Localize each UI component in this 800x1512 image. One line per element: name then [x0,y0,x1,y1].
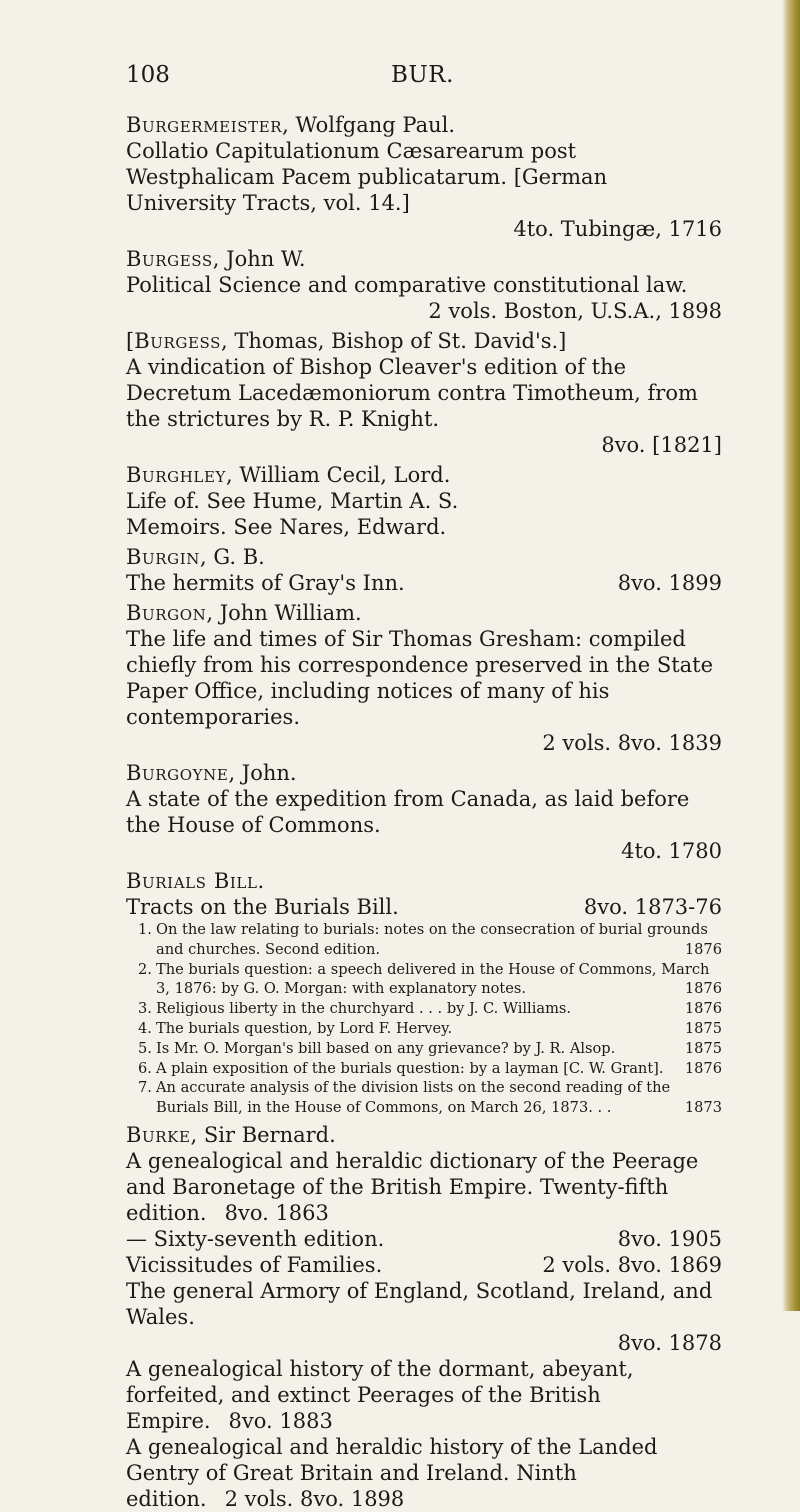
work-imprint: 8vo. 1863 [224,1200,329,1225]
tract-year: 1875 [684,1019,722,1037]
work-entry [126,626,722,756]
tract-item [138,1059,722,1079]
tract-item [138,1078,722,1118]
author-forenames: , William Cecil, Lord. [226,463,451,487]
work-title: Tracts on the Burials Bill. [126,895,399,919]
cross-reference: Life of. See Hume, Martin A. S. [126,489,459,513]
work-entry [126,1356,722,1434]
author-surname: Burgon [126,601,207,625]
tract-number: 7. [138,1079,152,1097]
tract-number: 5. [138,1039,152,1057]
work-title: The hermits of Gray's Inn. [126,571,405,595]
author-heading [126,246,722,272]
work-imprint: 8vo. 1878 [617,1330,722,1355]
work-entry [126,894,722,920]
author-surname: Burgoyne [126,761,229,785]
tract-title: On the law relating to burials: notes on the consecration of burial grounds and churches. Second edition. [156,921,708,958]
author-forenames: , John W. [212,247,306,271]
work-title: A genealogical and heraldic dictionary of the Peerage and Baronetage of the British Empire. Twenty-fifth edition. [126,1148,699,1225]
running-title: BUR. [391,62,454,88]
tract-title: The burials question: a speech delivered in the House of Commons, March 3, 1876: by G. O. Morgan: with explanatory notes. [156,960,710,998]
book-spine-edge [782,0,800,1311]
tract-number: 2. [138,960,152,978]
author-heading [126,760,722,786]
author-forenames: , John William. [206,601,362,625]
work-entry [126,1148,722,1226]
author-surname: Burgin [126,545,201,569]
tract-year: 1876 [684,980,722,998]
tract-year: 1875 [684,1039,722,1057]
author-surname: Burgess [126,247,213,271]
author-heading [126,112,722,138]
author-heading [126,1122,722,1148]
author-heading [126,328,722,354]
tract-number: 4. [138,1019,152,1037]
work-imprint: 2 vols. 8vo. 1839 [542,731,722,755]
tract-title: Religious liberty in the churchyard . . . by J. C. Williams. [156,1000,572,1018]
author-forenames: , Wolfgang Paul. [282,113,456,137]
work-title: The life and times of Sir Thomas Gresham: compiled chiefly from his correspondence preserved in the State Paper Office, including notices of many of his contemporaries. [126,627,714,729]
author-forenames: , John. [228,761,297,785]
work-imprint: 8vo. 1899 [617,571,722,595]
work-imprint: 8vo. 1883 [228,1408,333,1433]
work-entry [126,272,722,324]
author-forenames: , Sir Bernard. [190,1122,336,1147]
tract-year: 1876 [684,1000,722,1018]
tract-title: The burials question, by Lord F. Hervey. [156,1019,453,1037]
tract-item [138,1019,722,1039]
author-heading [126,462,722,488]
cross-reference: Memoirs. See Nares, Edward. [126,515,447,539]
tract-item [138,1039,722,1059]
work-title: Collatio Capitulationum Cæsarearum post Westphalicam Pacem publicatarum. [German University Tracts, vol. 14.] [126,139,608,215]
work-title: A genealogical and heraldic history of the Landed Gentry of Great Britain and Ireland. Ninth edition. [126,1434,658,1511]
work-imprint: 4to. Tubingæ, 1716 [513,217,722,241]
catalogue-entries [126,108,722,1512]
work-entry [126,1252,722,1278]
author-surname: Burgermeister [126,113,283,137]
tract-number: 3. [138,1000,152,1018]
work-entry [126,1226,722,1252]
work-title: — Sixty-seventh edition. [126,1226,385,1251]
work-imprint: 8vo. 1905 [617,1226,722,1251]
tract-item [138,960,722,1000]
work-entry [126,1278,722,1356]
page-number: 108 [126,62,170,88]
work-entry [126,354,722,458]
author-forenames: . [257,869,265,893]
author-surname: Burghley [126,463,227,487]
tract-contents-list [138,920,722,1118]
author-heading [126,544,722,570]
author-surname: Burke [126,1122,191,1147]
work-imprint: 2 vols. 8vo. 1898 [224,1486,405,1511]
work-title: Political Science and comparative constitutional law. [126,273,688,297]
work-title: A vindication of Bishop Cleaver's edition of the Decretum Lacedæmoniorum contra Timotheum, from the strictures by R. P. Knight. [126,355,698,431]
work-imprint: 2 vols. Boston, U.S.A., 1898 [428,299,722,323]
bracket-open: [ [126,329,135,353]
author-heading [126,868,722,894]
tract-year: 1876 [684,940,722,958]
author-heading [126,600,722,626]
tract-title: An accurate analysis of the division lists on the second reading of the Burials Bill, in the House of Commons, on March 26, 1873. . . [156,1079,671,1117]
tract-title: Is Mr. O. Morgan's bill based on any grievance? by J. R. Alsop. [156,1039,616,1057]
tract-title: A plain exposition of the burials question: by a layman [C. W. Grant]. [156,1059,664,1077]
author-surname: Burials Bill [126,869,258,893]
work-title: A state of the expedition from Canada, as laid before the House of Commons. [126,787,690,837]
work-imprint: 4to. 1780 [621,839,722,863]
work-entry [126,1434,722,1512]
work-imprint: 8vo. [1821] [601,433,722,457]
work-entry [126,570,722,596]
work-entry [126,138,722,242]
author-forenames: , Thomas, Bishop of St. David's.] [221,329,567,353]
tract-item [138,920,722,960]
work-title: Vicissitudes of Families. [126,1252,383,1277]
author-surname: Burgess [134,329,221,353]
work-imprint: 2 vols. 8vo. 1869 [542,1252,722,1277]
work-entry [126,786,722,864]
tract-item [138,999,722,1019]
author-forenames: , G. B. [200,545,265,569]
tract-year: 1873 [684,1099,722,1117]
tract-year: 1876 [684,1059,722,1077]
tract-number: 1. [138,921,152,938]
running-head [126,62,726,92]
work-title: A genealogical history of the dormant, abeyant, forfeited, and extinct Peerages of the British Empire. [126,1356,634,1433]
tract-number: 6. [138,1059,152,1077]
work-title: The general Armory of England, Scotland, Ireland, and Wales. [126,1278,713,1329]
work-imprint: 8vo. 1873-76 [583,895,722,919]
